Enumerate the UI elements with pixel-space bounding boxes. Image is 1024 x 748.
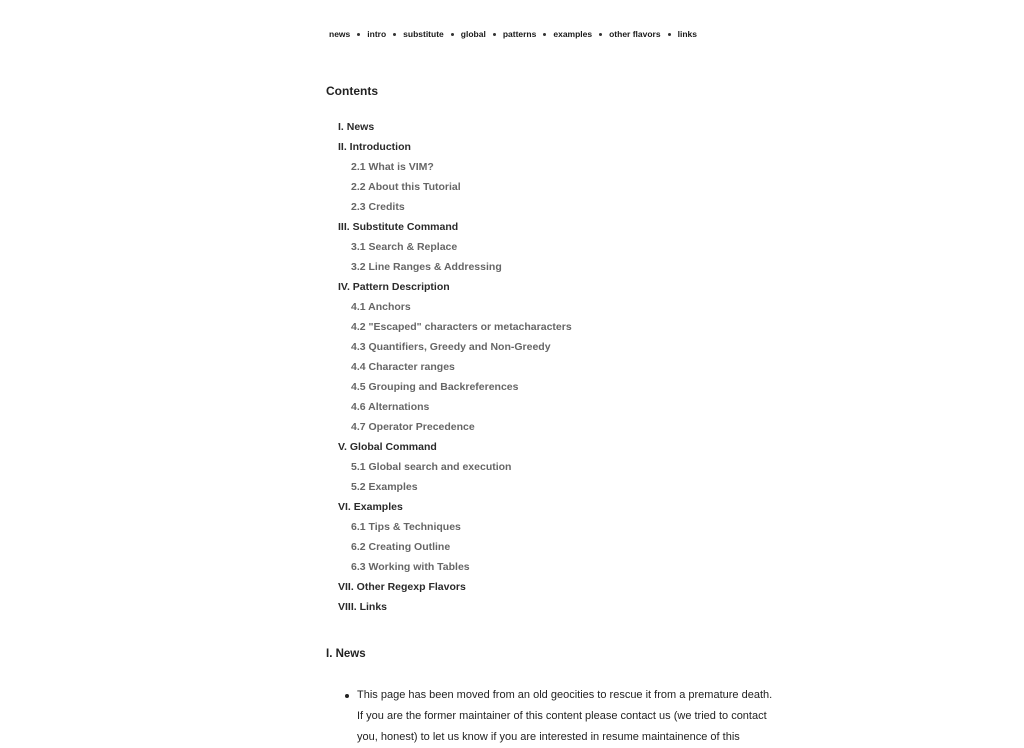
toc-item xyxy=(338,421,572,441)
nav-link-links[interactable]: links xyxy=(677,29,697,39)
toc-link[interactable]: 5.2 Examples xyxy=(351,481,418,493)
toc-link[interactable]: II. Introduction xyxy=(338,141,411,153)
toc-link[interactable]: 6.2 Creating Outline xyxy=(351,541,451,553)
toc-item xyxy=(338,501,572,521)
toc-link[interactable]: 4.6 Alternations xyxy=(351,401,430,413)
nav-separator-icon xyxy=(668,33,671,36)
nav-link-examples[interactable]: examples xyxy=(553,29,593,39)
toc-item xyxy=(338,181,572,201)
nav-separator-icon xyxy=(543,33,546,36)
nav-link-substitute[interactable]: substitute xyxy=(403,29,444,39)
toc-item xyxy=(338,201,572,221)
toc-link[interactable]: 2.1 What is VIM? xyxy=(351,161,434,173)
toc-item xyxy=(338,241,572,261)
toc-link[interactable]: 5.1 Global search and execution xyxy=(351,461,512,473)
nav-link-intro[interactable]: intro xyxy=(367,29,387,39)
toc-item xyxy=(338,301,572,321)
nav-link-global[interactable]: global xyxy=(460,29,486,39)
nav-separator-icon xyxy=(393,33,396,36)
toc-link[interactable]: 3.1 Search & Replace xyxy=(351,241,458,253)
toc-link[interactable]: 4.1 Anchors xyxy=(351,301,411,313)
toc-link[interactable]: 4.7 Operator Precedence xyxy=(351,421,475,433)
toc-link[interactable]: 4.3 Quantifiers, Greedy and Non-Greedy xyxy=(351,341,551,353)
toc-link[interactable]: VII. Other Regexp Flavors xyxy=(338,581,466,593)
toc-item xyxy=(338,161,572,181)
toc-link[interactable]: 6.1 Tips & Techniques xyxy=(351,521,461,533)
news-list xyxy=(357,685,797,748)
nav-separator-icon xyxy=(599,33,602,36)
toc-link[interactable]: 3.2 Line Ranges & Addressing xyxy=(351,261,502,273)
toc-item xyxy=(338,261,572,281)
news-line: If you are the former maintainer of this content please contact us (we tried to contact xyxy=(357,710,767,722)
toc-item xyxy=(338,341,572,361)
toc-link[interactable]: I. News xyxy=(338,121,375,133)
toc-link[interactable]: 2.3 Credits xyxy=(351,201,405,213)
toc-link[interactable]: 6.3 Working with Tables xyxy=(351,561,470,573)
toc-item xyxy=(338,601,572,621)
toc-item xyxy=(338,361,572,381)
toc-link[interactable]: IV. Pattern Description xyxy=(338,281,450,293)
toc-item xyxy=(338,381,572,401)
toc-link[interactable]: VI. Examples xyxy=(338,501,403,513)
toc-item xyxy=(338,581,572,601)
nav-separator-icon xyxy=(493,33,496,36)
toc-item xyxy=(338,441,572,461)
toc-item xyxy=(338,401,572,421)
toc-item xyxy=(338,121,572,141)
toc-item xyxy=(338,321,572,341)
nav-separator-icon xyxy=(357,33,360,36)
toc-item xyxy=(338,141,572,161)
toc-item xyxy=(338,521,572,541)
top-navigation xyxy=(329,29,697,39)
table-of-contents xyxy=(338,121,572,621)
news-line: you, honest) to let us know if you are interested in resume maintainence of this xyxy=(357,731,740,743)
nav-link-news[interactable]: news xyxy=(329,29,351,39)
toc-item xyxy=(338,221,572,241)
toc-item xyxy=(338,541,572,561)
bullet-icon xyxy=(345,694,349,698)
news-line: This page has been moved from an old geocities to rescue it from a premature death. xyxy=(357,689,773,701)
news-item xyxy=(357,685,797,748)
nav-link-other-flavors[interactable]: other flavors xyxy=(609,29,661,39)
toc-link[interactable]: 4.4 Character ranges xyxy=(351,361,455,373)
contents-heading: Contents xyxy=(326,84,378,98)
toc-item xyxy=(338,461,572,481)
toc-link[interactable]: VIII. Links xyxy=(338,601,388,613)
nav-link-patterns[interactable]: patterns xyxy=(502,29,537,39)
toc-link[interactable]: III. Substitute Command xyxy=(338,221,459,233)
toc-item xyxy=(338,481,572,501)
toc-link[interactable]: 4.2 "Escaped" characters or metacharacters xyxy=(351,321,572,333)
toc-link[interactable]: 4.5 Grouping and Backreferences xyxy=(351,381,519,393)
toc-link[interactable]: 2.2 About this Tutorial xyxy=(351,181,461,193)
toc-item xyxy=(338,281,572,301)
news-section-heading: I. News xyxy=(326,648,366,660)
nav-separator-icon xyxy=(451,33,454,36)
toc-link[interactable]: V. Global Command xyxy=(338,441,437,453)
toc-item xyxy=(338,561,572,581)
